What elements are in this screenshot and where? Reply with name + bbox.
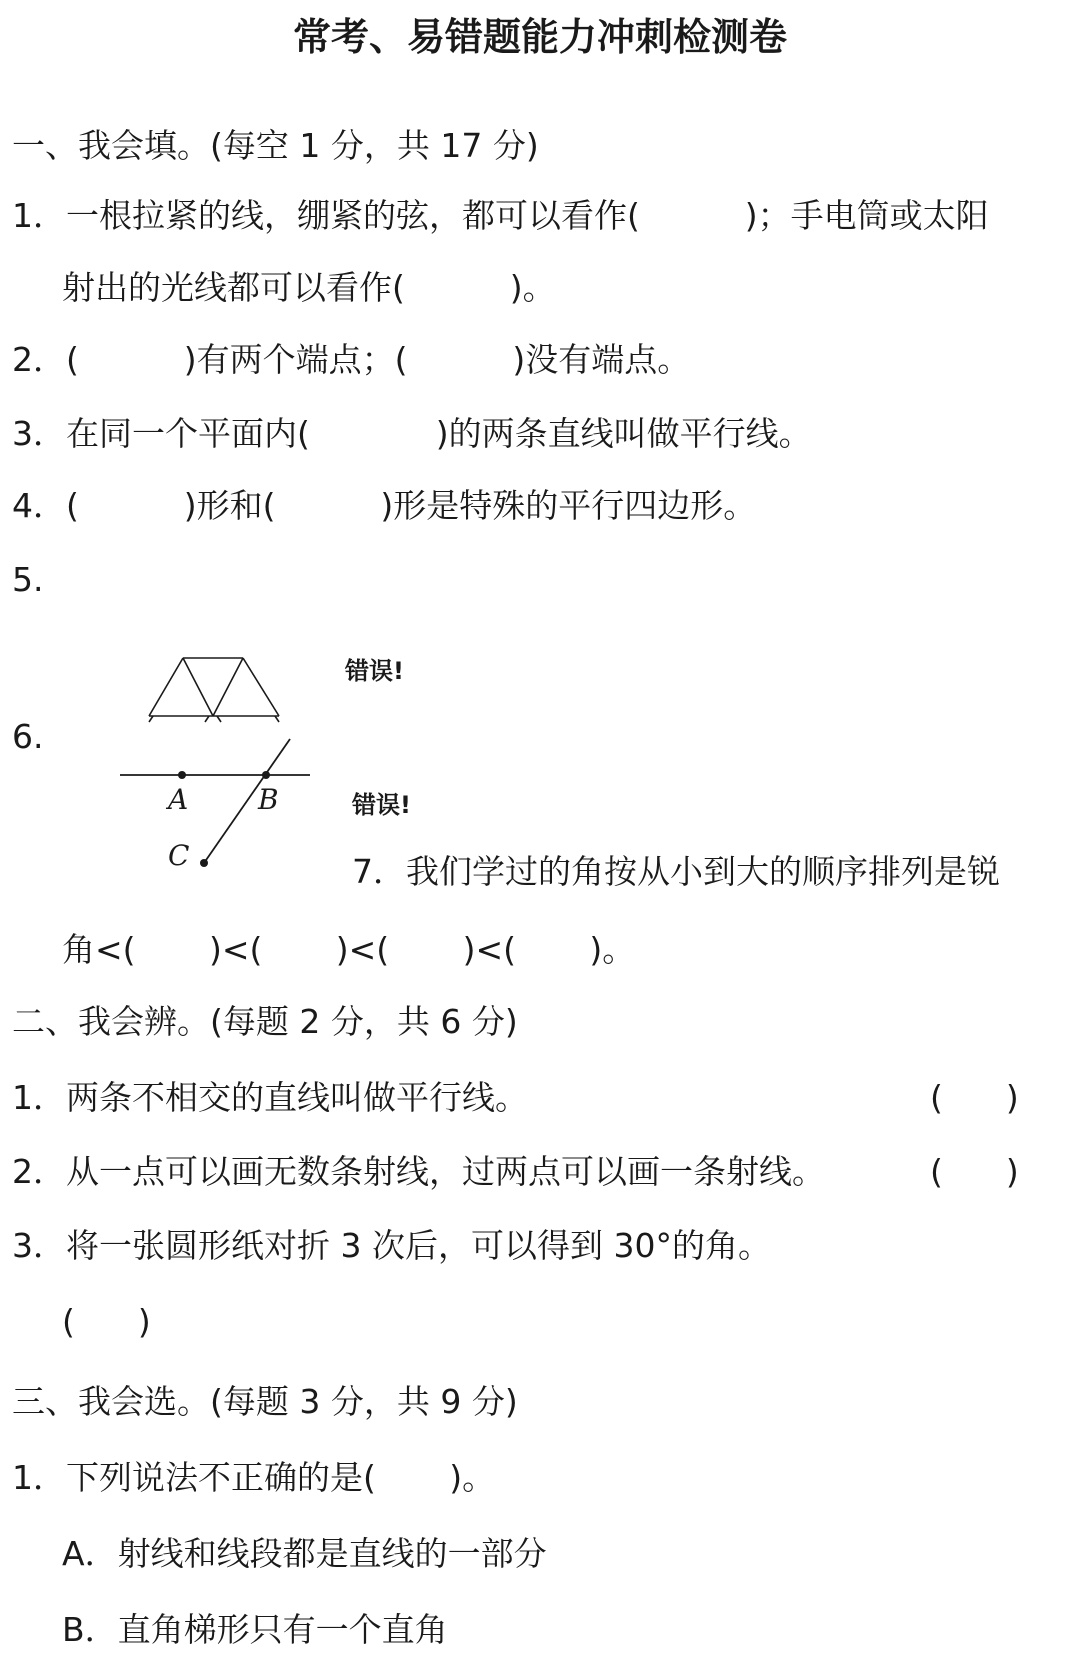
points-lines-figure bbox=[118, 735, 318, 875]
point-a-label: A bbox=[168, 783, 189, 816]
question-1-line-2: 射出的光线都可以看作( )。 bbox=[62, 268, 556, 307]
question-6-number: 6. bbox=[12, 717, 44, 756]
question-1-line-1: 1．一根拉紧的线，绷紧的弦，都可以看作( )；手电筒或太阳 bbox=[12, 196, 989, 235]
point-b-label: B bbox=[258, 783, 279, 816]
option-b: B．直角梯形只有一个直角 bbox=[62, 1610, 448, 1649]
option-a: A．射线和线段都是直线的一部分 bbox=[62, 1534, 547, 1573]
point-c-label: C bbox=[168, 839, 190, 872]
question-4: 4．( )形和( )形是特殊的平行四边形。 bbox=[12, 486, 757, 525]
section-1-heading: 一、我会填。(每空 1 分，共 17 分) bbox=[12, 126, 539, 165]
judge-question-3-answer-blank: ( ) bbox=[62, 1302, 151, 1341]
section-3-heading: 三、我会选。(每题 3 分，共 9 分) bbox=[12, 1382, 518, 1421]
judge-question-2: 2．从一点可以画无数条射线，过两点可以画一条射线。 bbox=[12, 1152, 825, 1191]
question-3: 3．在同一个平面内( )的两条直线叫做平行线。 bbox=[12, 414, 812, 453]
question-5-number: 5. bbox=[12, 560, 44, 599]
question-2: 2．( )有两个端点；( )没有端点。 bbox=[12, 340, 691, 379]
section-2-heading: 二、我会辨。(每题 2 分，共 6 分) bbox=[12, 1002, 518, 1041]
choice-question-1: 1．下列说法不正确的是( )。 bbox=[12, 1458, 496, 1497]
judge-question-1-answer-blank: ( ) bbox=[930, 1078, 1019, 1117]
question-7-line-2: 角<( )<( )<( )<( )。 bbox=[62, 930, 636, 969]
judge-question-3: 3．将一张圆形纸对折 3 次后，可以得到 30°的角。 bbox=[12, 1226, 771, 1265]
judge-question-2-answer-blank: ( ) bbox=[930, 1152, 1019, 1191]
judge-question-1: 1．两条不相交的直线叫做平行线。 bbox=[12, 1078, 528, 1117]
question-6-error-text: 错误! bbox=[352, 791, 411, 819]
question-5-error-text: 错误! bbox=[345, 657, 404, 685]
page-title: 常考、易错题能力冲刺检测卷 bbox=[292, 15, 787, 59]
question-7-line-1: 7．我们学过的角按从小到大的顺序排列是锐 bbox=[352, 852, 1000, 891]
truss-figure bbox=[145, 650, 285, 722]
